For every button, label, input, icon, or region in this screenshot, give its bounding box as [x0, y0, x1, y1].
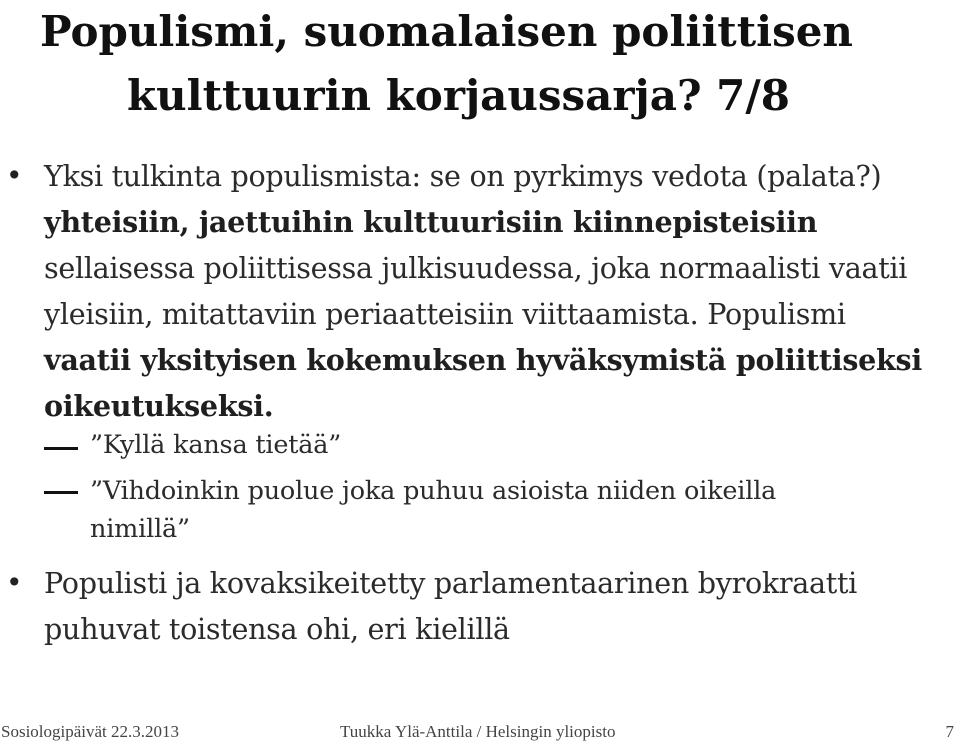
sub-bullet-1: ”Kyllä kansa tietää”	[90, 430, 342, 460]
bullet-1-text-b: sellaisessa poliittisessa julkisuudessa, joka normaalisti vaatii yleisiin, mitattaviin periaatteisiin viittaamista. Populismi	[44, 251, 908, 331]
sub-bullet-dash-2	[44, 491, 78, 494]
slide-footer	[0, 718, 960, 745]
bullet-dot-1: •	[6, 159, 23, 192]
bullet-item-1	[44, 153, 934, 429]
bullet-1-bold-a: yhteisiin, jaettuihin kulttuurisiin kiinnepisteisiin	[44, 205, 818, 239]
footer-page-number: 7	[945, 722, 954, 741]
sub-bullet-2-line-2: nimillä”	[90, 514, 190, 544]
bullet-1-bold-b: vaatii yksityisen kokemuksen hyväksymistä poliittiseksi oikeutukseksi.	[44, 343, 922, 423]
footer-author: Tuukka Ylä-Anttila / Helsingin yliopisto	[340, 722, 616, 741]
bullet-dot-2: •	[6, 566, 23, 599]
slide-title-line-2: kulttuurin korjaussarja? 7/8	[127, 71, 790, 120]
sub-bullet-2-line-1: ”Vihdoinkin puolue joka puhuu asioista niiden oikeilla	[90, 476, 777, 506]
bullet-1-text-a: Yksi tulkinta populismista: se on pyrkimys vedota (palata?)	[44, 159, 882, 193]
sub-bullet-dash-1	[44, 447, 78, 450]
footer-event: Sosiologipäivät 22.3.2013	[1, 722, 180, 741]
bullet-item-2: Populisti ja kovaksikeitetty parlamentaarinen byrokraatti puhuvat toistensa ohi, eri kielillä	[44, 566, 857, 646]
slide-title-line-1: Populismi, suomalaisen poliittisen	[40, 7, 853, 56]
